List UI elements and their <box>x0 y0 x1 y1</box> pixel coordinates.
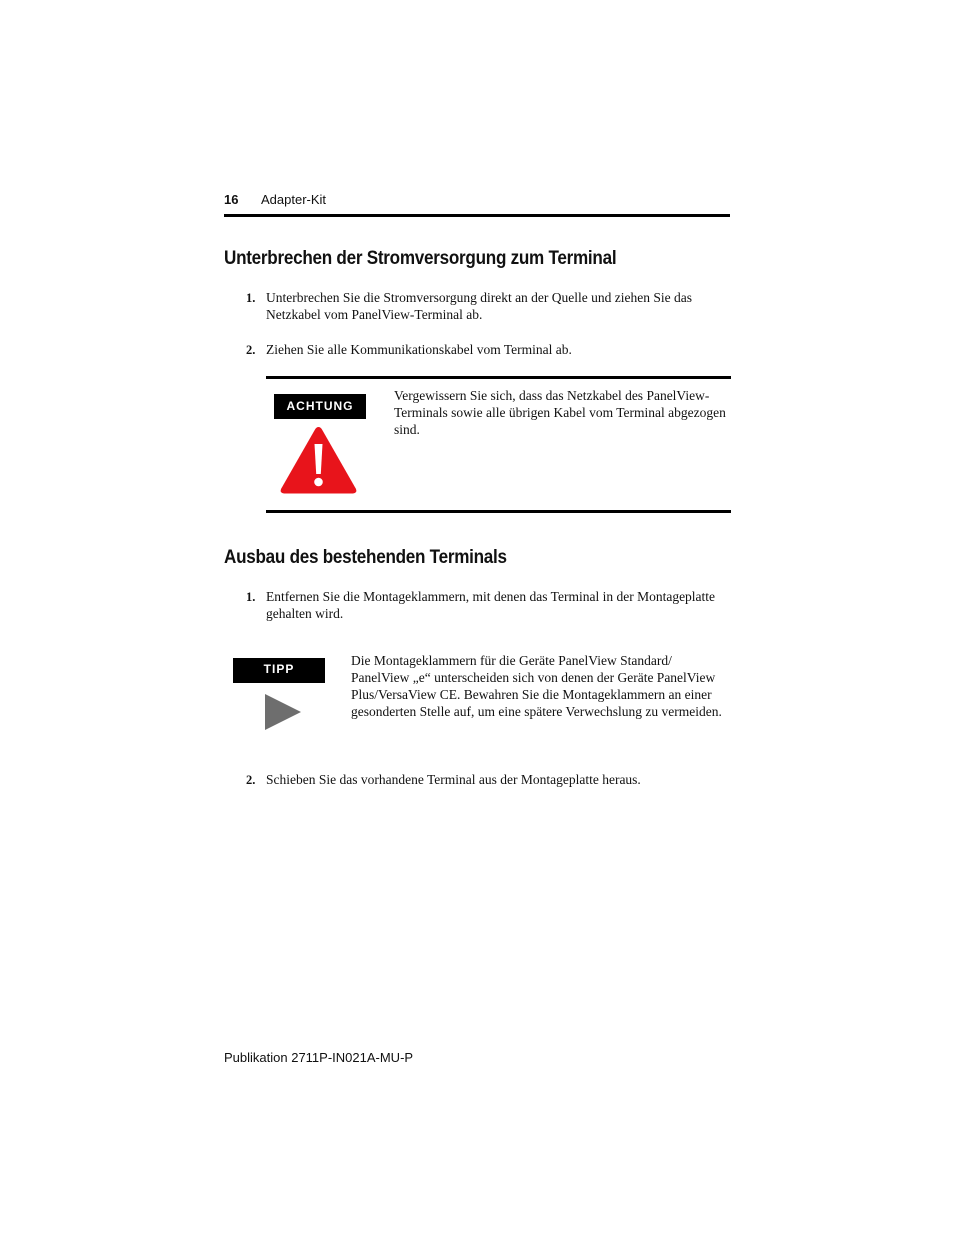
list-item <box>0 289 954 329</box>
list-item <box>0 771 954 791</box>
attention-bottom-rule <box>266 510 731 513</box>
step-text: Entfernen Sie die Montageklammern, mit denen das Terminal in der Montageplatte gehalten wird. <box>266 589 716 621</box>
header-rule <box>224 214 730 217</box>
page-number: 16 <box>224 192 239 207</box>
section-heading-power: Unterbrechen der Stromversorgung zum Terminal <box>224 248 617 269</box>
warning-triangle-icon <box>279 424 358 496</box>
step-text: Ziehen Sie alle Kommunikationskabel vom Terminal ab. <box>266 342 572 357</box>
tip-badge: TIPP <box>233 658 325 683</box>
attention-text: Vergewissern Sie sich, dass das Netzkabel des PanelView-Terminals sowie alle übrigen Kabel vom Terminal abgezogen sind. <box>394 388 726 437</box>
running-header-title: Adapter-Kit <box>261 192 327 207</box>
step-number: 1. <box>246 590 256 604</box>
step-number: 2. <box>246 773 256 787</box>
section-heading-removal: Ausbau des bestehenden Terminals <box>224 547 507 568</box>
step-text: Schieben Sie das vorhandene Terminal aus der Montageplatte heraus. <box>266 772 641 787</box>
publication-footer: Publikation 2711P-IN021A-MU-P <box>224 1050 414 1065</box>
list-item <box>0 341 954 361</box>
attention-top-rule <box>266 376 731 379</box>
step-text: Unterbrechen Sie die Stromversorgung direkt an der Quelle und ziehen Sie das Netzkabel vom PanelView-Terminal ab. <box>266 290 693 322</box>
play-arrow-icon <box>264 693 302 731</box>
list-item <box>0 588 954 628</box>
step-number: 2. <box>246 343 256 357</box>
attention-badge: ACHTUNG <box>274 394 366 419</box>
step-number: 1. <box>246 291 256 305</box>
tip-text: Die Montageklammern für die Geräte PanelView Standard/ PanelView „e“ unterscheiden sich von denen der Geräte PanelView Plus/VersaView CE. Bewahren Sie die Montageklammern an einer gesonderten Stelle auf, um eine spätere Verwechslung zu vermeiden. <box>351 653 722 719</box>
